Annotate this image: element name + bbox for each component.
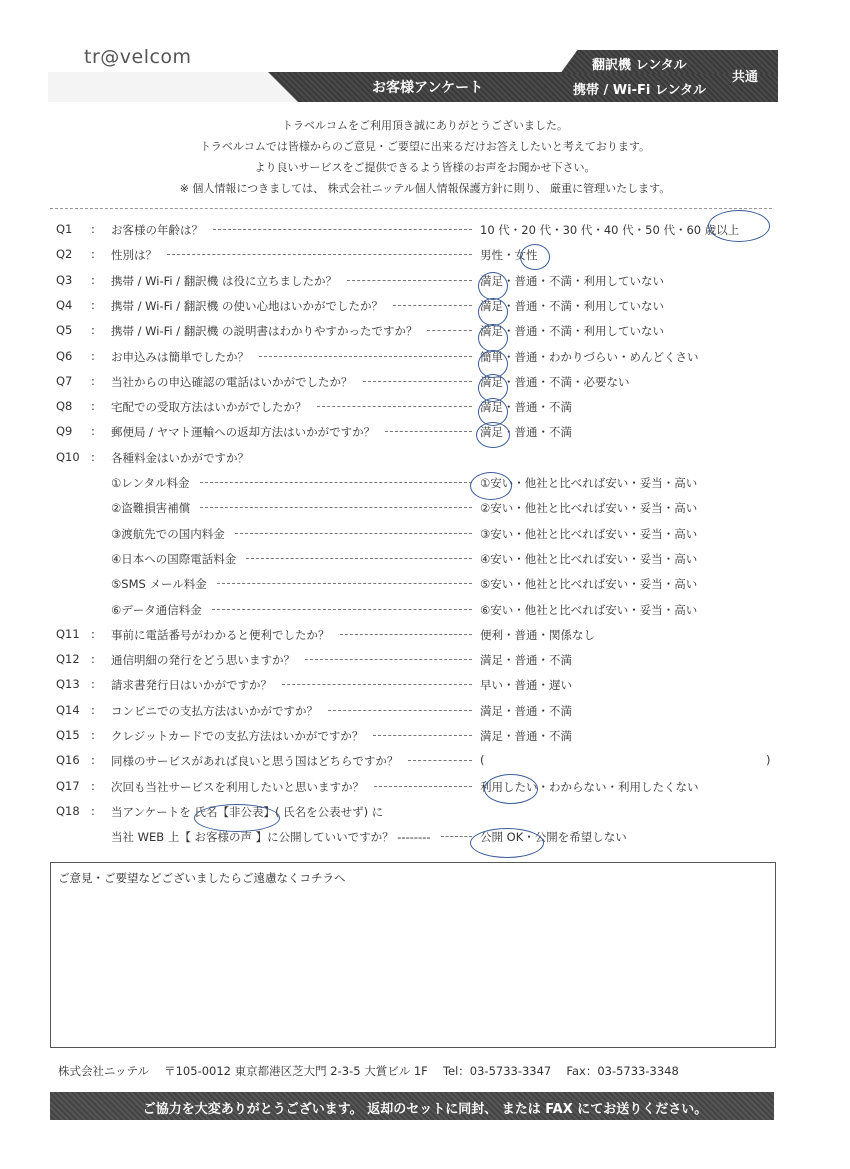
handwritten-circle (476, 422, 510, 448)
question-row (56, 677, 776, 699)
answer-options[interactable]: ③安い・他社と比べれば安い・妥当・高い (480, 526, 698, 541)
colon: : (91, 222, 95, 236)
subquestion-row (56, 602, 776, 624)
question-number: Q4 (56, 297, 73, 312)
question-number: Q10 (56, 449, 80, 464)
intro-line: トラベルコムでは皆様からのご意見・ご要望に出来るだけお答えしたいと考えております。 (199, 140, 651, 153)
handwritten-circle (484, 774, 538, 804)
answer-options[interactable]: 満足・普通・不満・必要ない (480, 374, 630, 389)
subquestion-row (56, 500, 776, 522)
answer-options[interactable]: ②安い・他社と比べれば安い・妥当・高い (480, 501, 698, 516)
colon: : (91, 424, 95, 439)
dashed-leader (213, 229, 472, 230)
answer-options[interactable]: 便利・普通・関係なし (480, 627, 595, 642)
question-number: Q9 (56, 424, 73, 439)
question-number: Q14 (56, 702, 80, 717)
dashed-leader (340, 634, 472, 635)
handwritten-circle (478, 298, 508, 326)
answer-options[interactable]: 満足・普通・不満 (480, 729, 572, 743)
service-common: 共通 (732, 70, 759, 85)
colon: : (91, 323, 95, 338)
dashed-leader (373, 735, 472, 736)
dashed-leader (427, 330, 472, 331)
handwritten-circle (478, 324, 508, 352)
footer-thanks: ご協力を大変ありがとうございます。 返却のセットに同封、 または FAX にてお送りください。 (142, 1102, 708, 1117)
dashed-leader (246, 558, 472, 559)
colon: : (91, 348, 95, 363)
header-band-light (48, 72, 298, 102)
survey-title: お客様アンケート (372, 80, 484, 96)
answer-options[interactable]: ①安い・他社と比べれば安い・妥当・高い (480, 476, 698, 490)
comment-box[interactable] (50, 862, 776, 1048)
question-row (56, 349, 776, 371)
question-number: Q12 (56, 652, 80, 667)
handwritten-circle (470, 828, 544, 858)
question-number: Q7 (56, 373, 73, 388)
colon: : (91, 652, 95, 667)
dashed-leader (200, 507, 472, 508)
dashed-leader (235, 533, 472, 534)
company-logo: tr@velcom (84, 46, 192, 68)
question-text: 携帯 / Wi-Fi / 翻訳機 の説明書はわかりやすかったですか？ (111, 324, 418, 339)
question-text: 携帯 / Wi-Fi / 翻訳機 は役に立ちましたか？ (111, 273, 337, 288)
colon: : (91, 753, 95, 768)
divider (50, 208, 772, 209)
question-text: 各種料金はいかがですか？ (111, 450, 249, 465)
handwritten-circle (470, 472, 512, 500)
dashed-leader (305, 659, 472, 660)
question-number: Q2 (56, 247, 73, 262)
answer-options[interactable]: 満足・普通・不満 (480, 703, 572, 718)
answer-options[interactable]: 早い・普通・遅い (480, 678, 572, 693)
question-row (56, 627, 776, 649)
footer-company-info: 株式会社ニッテル 〒105-0012 東京都港区芝大門 2-3-5 大賞ビル 1F Tel：03-5733-3347 Fax：03-5733-3348 (58, 1064, 679, 1078)
subquestion-text: ①レンタル料金 (111, 476, 190, 490)
comment-label: ご意見・ご要望などございましたらご遠慮なくコチラへ (58, 871, 346, 885)
question-number: Q15 (56, 728, 80, 742)
question-number: Q6 (56, 348, 73, 363)
answer-options[interactable]: ⑥安い・他社と比べれば安い・妥当・高い (480, 602, 698, 617)
colon: : (91, 778, 95, 793)
colon: : (91, 297, 95, 312)
subquestion-text: ③渡航先での国内料金 (111, 526, 225, 541)
question-row (56, 222, 776, 244)
question-row (56, 273, 776, 295)
question-row (56, 728, 776, 750)
dashed-leader (393, 305, 472, 306)
colon: : (91, 247, 95, 262)
subquestion-row (56, 526, 776, 548)
question-text: コンビニでの支払方法はいかがですか？ (111, 703, 318, 718)
colon: : (91, 373, 95, 388)
subquestion-text: ⑥データ通信料金 (111, 602, 202, 617)
intro-line: より良いサービスをご提供できるよう皆様のお声をお聞かせ下さい。 (254, 161, 596, 174)
answer-options[interactable]: 利用したい・わからない・利用したくない (480, 779, 699, 794)
subquestion-text: ④日本への国際電話料金 (111, 551, 237, 566)
answer-options[interactable]: 男性・女性 (480, 248, 538, 263)
dashed-leader (441, 836, 472, 837)
answer-options[interactable]: 満足・普通・不満 (480, 400, 572, 415)
answer-options[interactable]: 満足・普通・不満・利用していない (480, 324, 664, 339)
colon: : (91, 702, 95, 717)
colon: : (91, 803, 95, 818)
answer-options-end: ) (766, 753, 771, 768)
question-number: Q16 (56, 753, 80, 768)
subquestion-text: ⑤SMS メール料金 (111, 577, 207, 592)
question-text: 請求書発行日はいかがですか？ (111, 678, 272, 693)
question-number: Q8 (56, 399, 73, 414)
question-row (56, 779, 776, 801)
colon: : (91, 626, 95, 641)
question-text: クレジットカードでの支払方法はいかがですか？ (111, 729, 364, 743)
question-text: 通信明細の発行をどう思いますか？ (111, 653, 295, 668)
answer-options[interactable]: ④安い・他社と比べれば安い・妥当・高い (480, 551, 698, 566)
handwritten-circle (194, 804, 280, 832)
question-text: 当アンケートを 氏名【非公表】( 氏名を公表せず) に (111, 804, 384, 819)
dashed-leader (282, 684, 472, 685)
dashed-leader (328, 710, 472, 711)
answer-options[interactable]: 簡単・普通・わかりづらい・めんどくさい (480, 349, 699, 364)
dashed-leader (347, 280, 472, 281)
question-number: Q11 (56, 626, 80, 641)
colon: : (91, 677, 95, 692)
dashed-leader (317, 406, 472, 407)
subquestion-row (56, 551, 776, 573)
dashed-leader (200, 482, 472, 483)
service-line-translator: 翻訳機 レンタル (592, 58, 687, 73)
question-row (56, 399, 776, 421)
colon: : (91, 399, 95, 414)
question-text: 当社からの申込確認の電話はいかがでしたか？ (111, 374, 353, 389)
question-text: 性別は？ (111, 248, 157, 263)
service-line-wifi: 携帯 / Wi-Fi レンタル (573, 83, 707, 98)
question-text: お客様の年齢は？ (111, 223, 203, 237)
question-text: 次回も当社サービスを利用したいと思いますか？ (111, 779, 364, 794)
subquestion-row (56, 475, 776, 497)
question-text: 事前に電話番号がわかると便利でしたか？ (111, 627, 330, 642)
question-row (56, 424, 776, 446)
handwritten-circle (708, 210, 770, 242)
colon: : (91, 272, 95, 287)
answer-options[interactable]: 満足・普通・不満・利用していない (480, 298, 664, 313)
subquestion-text: ②盗難損害補償 (111, 501, 191, 516)
answer-options[interactable]: 満足・普通・不満・利用していない (480, 273, 664, 288)
answer-options[interactable]: 満足・普通・不満 (480, 653, 572, 668)
answer-options[interactable]: ⑤安い・他社と比べれば安い・妥当・高い (480, 577, 698, 592)
dashed-leader (167, 254, 472, 255)
dashed-leader (259, 356, 472, 357)
handwritten-circle (520, 244, 550, 270)
question-text: 宅配での受取方法はいかがでしたか？ (111, 400, 307, 415)
question-row (56, 450, 776, 472)
question-number: Q1 (56, 222, 73, 236)
privacy-note: ※ 個人情報につきましては、 株式会社ニッテル個人情報保護方針に則り、 厳重に管理いたします。 (179, 182, 671, 195)
question-number: Q3 (56, 272, 73, 287)
answer-options[interactable]: 満足・普通・不満 (480, 425, 572, 440)
answer-options[interactable]: ( (480, 753, 485, 768)
colon: : (91, 728, 95, 742)
question-row (56, 374, 776, 396)
question-row (56, 652, 776, 674)
subquestion-row (56, 576, 776, 598)
colon: : (91, 449, 95, 464)
question-row (56, 298, 776, 320)
question-text: 当社 WEB 上【 お客様の声 】に公開していいですか？ -------- (111, 830, 431, 845)
dashed-leader (212, 609, 472, 610)
question-text: 郵便局 / ヤマト運輸への返却方法はいかがですか？ (111, 425, 376, 440)
intro-line: トラベルコムをご利用頂き誠にありがとうございました。 (282, 119, 568, 132)
dashed-leader (217, 583, 472, 584)
question-number: Q18 (56, 803, 80, 818)
dashed-leader (374, 786, 472, 787)
question-number: Q13 (56, 677, 80, 692)
question-row (56, 247, 776, 269)
question-number: Q17 (56, 778, 80, 793)
dashed-leader (363, 381, 472, 382)
question-row (56, 753, 776, 775)
question-text: お申込みは簡単でしたか？ (111, 349, 249, 364)
dashed-leader (385, 431, 472, 432)
question-row (56, 703, 776, 725)
answer-options[interactable]: 公開 OK・公開を希望しない (480, 830, 627, 845)
answer-options[interactable]: 10 代・20 代・30 代・40 代・50 代・60 歳以上 (480, 223, 740, 237)
question-row (56, 323, 776, 345)
handwritten-circle (478, 272, 508, 300)
question-number: Q5 (56, 323, 73, 338)
question-text: 携帯 / Wi-Fi / 翻訳機 の使い心地はいかがでしたか？ (111, 298, 383, 313)
question-text: 同様のサービスがあれば良いと思う国はどちらですか？ (111, 754, 399, 769)
dashed-leader (408, 760, 472, 761)
